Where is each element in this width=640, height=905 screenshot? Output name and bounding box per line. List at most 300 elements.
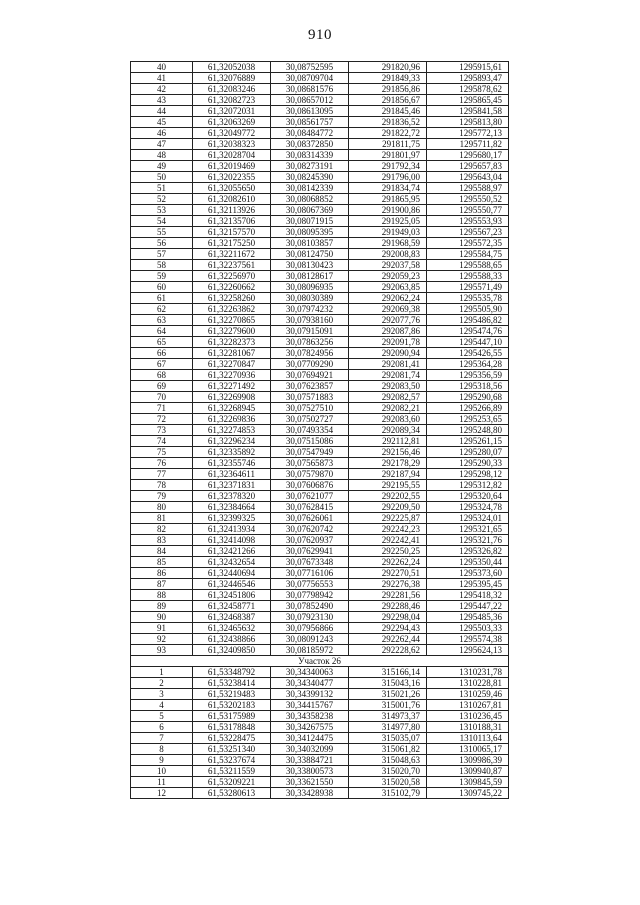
table-row bbox=[131, 139, 509, 150]
y-coordinate-cell: 1309845,59 bbox=[427, 777, 509, 788]
point-number-cell: 8 bbox=[131, 744, 193, 755]
table-row bbox=[131, 645, 509, 656]
longitude-cell: 30,07565873 bbox=[271, 458, 349, 469]
latitude-cell: 61,32440694 bbox=[193, 568, 271, 579]
y-coordinate-cell: 1295324,01 bbox=[427, 513, 509, 524]
table-row bbox=[131, 403, 509, 414]
latitude-cell: 61,32076889 bbox=[193, 73, 271, 84]
table-row bbox=[131, 315, 509, 326]
point-number-cell: 6 bbox=[131, 722, 193, 733]
latitude-cell: 61,32263862 bbox=[193, 304, 271, 315]
table-row bbox=[131, 689, 509, 700]
longitude-cell: 30,07824956 bbox=[271, 348, 349, 359]
longitude-cell: 30,07502727 bbox=[271, 414, 349, 425]
longitude-cell: 30,34340063 bbox=[271, 667, 349, 678]
longitude-cell: 30,07938160 bbox=[271, 315, 349, 326]
latitude-cell: 61,32269908 bbox=[193, 392, 271, 403]
table-row bbox=[131, 194, 509, 205]
x-coordinate-cell: 292187,94 bbox=[349, 469, 427, 480]
point-number-cell: 52 bbox=[131, 194, 193, 205]
table-row bbox=[131, 711, 509, 722]
latitude-cell: 61,32421266 bbox=[193, 546, 271, 557]
y-coordinate-cell: 1310113,64 bbox=[427, 733, 509, 744]
longitude-cell: 30,34415767 bbox=[271, 700, 349, 711]
point-number-cell: 57 bbox=[131, 249, 193, 260]
latitude-cell: 61,32269836 bbox=[193, 414, 271, 425]
table-row bbox=[131, 744, 509, 755]
latitude-cell: 61,32274853 bbox=[193, 425, 271, 436]
latitude-cell: 61,32355746 bbox=[193, 458, 271, 469]
table-row bbox=[131, 161, 509, 172]
y-coordinate-cell: 1295320,64 bbox=[427, 491, 509, 502]
point-number-cell: 89 bbox=[131, 601, 193, 612]
point-number-cell: 87 bbox=[131, 579, 193, 590]
x-coordinate-cell: 315043,16 bbox=[349, 678, 427, 689]
latitude-cell: 61,32432654 bbox=[193, 557, 271, 568]
longitude-cell: 30,34124475 bbox=[271, 733, 349, 744]
y-coordinate-cell: 1295841,58 bbox=[427, 106, 509, 117]
x-coordinate-cell: 291856,67 bbox=[349, 95, 427, 106]
latitude-cell: 61,32335892 bbox=[193, 447, 271, 458]
y-coordinate-cell: 1295248,80 bbox=[427, 425, 509, 436]
table-row bbox=[131, 293, 509, 304]
point-number-cell: 64 bbox=[131, 326, 193, 337]
longitude-cell: 30,08613095 bbox=[271, 106, 349, 117]
point-number-cell: 68 bbox=[131, 370, 193, 381]
table-row bbox=[131, 183, 509, 194]
x-coordinate-cell: 292270,51 bbox=[349, 568, 427, 579]
longitude-cell: 30,33800573 bbox=[271, 766, 349, 777]
point-number-cell: 45 bbox=[131, 117, 193, 128]
latitude-cell: 61,32271492 bbox=[193, 381, 271, 392]
table-row bbox=[131, 326, 509, 337]
x-coordinate-cell: 315035,07 bbox=[349, 733, 427, 744]
latitude-cell: 61,53238414 bbox=[193, 678, 271, 689]
point-number-cell: 63 bbox=[131, 315, 193, 326]
latitude-cell: 61,32465632 bbox=[193, 623, 271, 634]
y-coordinate-cell: 1295298,12 bbox=[427, 469, 509, 480]
point-number-cell: 56 bbox=[131, 238, 193, 249]
latitude-cell: 61,32237561 bbox=[193, 260, 271, 271]
x-coordinate-cell: 292091,78 bbox=[349, 337, 427, 348]
longitude-cell: 30,08067369 bbox=[271, 205, 349, 216]
latitude-cell: 61,32055650 bbox=[193, 183, 271, 194]
x-coordinate-cell: 291834,74 bbox=[349, 183, 427, 194]
table-row bbox=[131, 106, 509, 117]
point-number-cell: 65 bbox=[131, 337, 193, 348]
table-row bbox=[131, 634, 509, 645]
section-row bbox=[131, 656, 509, 667]
latitude-cell: 61,53251340 bbox=[193, 744, 271, 755]
point-number-cell: 10 bbox=[131, 766, 193, 777]
longitude-cell: 30,07515086 bbox=[271, 436, 349, 447]
y-coordinate-cell: 1295893,47 bbox=[427, 73, 509, 84]
point-number-cell: 4 bbox=[131, 700, 193, 711]
table-row bbox=[131, 469, 509, 480]
x-coordinate-cell: 291822,72 bbox=[349, 128, 427, 139]
y-coordinate-cell: 1310228,81 bbox=[427, 678, 509, 689]
x-coordinate-cell: 292112,81 bbox=[349, 436, 427, 447]
y-coordinate-cell: 1295364,28 bbox=[427, 359, 509, 370]
y-coordinate-cell: 1295290,33 bbox=[427, 458, 509, 469]
point-number-cell: 93 bbox=[131, 645, 193, 656]
table-row bbox=[131, 535, 509, 546]
latitude-cell: 61,32296234 bbox=[193, 436, 271, 447]
latitude-cell: 61,32399325 bbox=[193, 513, 271, 524]
x-coordinate-cell: 292209,50 bbox=[349, 502, 427, 513]
x-coordinate-cell: 291865,95 bbox=[349, 194, 427, 205]
longitude-cell: 30,08657012 bbox=[271, 95, 349, 106]
latitude-cell: 61,32458771 bbox=[193, 601, 271, 612]
table-row bbox=[131, 337, 509, 348]
coordinates-table-body-a bbox=[131, 62, 509, 656]
longitude-cell: 30,07547949 bbox=[271, 447, 349, 458]
point-number-cell: 70 bbox=[131, 392, 193, 403]
latitude-cell: 61,53348792 bbox=[193, 667, 271, 678]
table-row bbox=[131, 205, 509, 216]
table-row bbox=[131, 480, 509, 491]
point-number-cell: 5 bbox=[131, 711, 193, 722]
latitude-cell: 61,32279600 bbox=[193, 326, 271, 337]
latitude-cell: 61,32028704 bbox=[193, 150, 271, 161]
longitude-cell: 30,08071915 bbox=[271, 216, 349, 227]
table-row bbox=[131, 260, 509, 271]
longitude-cell: 30,08709704 bbox=[271, 73, 349, 84]
longitude-cell: 30,07673348 bbox=[271, 557, 349, 568]
point-number-cell: 50 bbox=[131, 172, 193, 183]
table-row bbox=[131, 62, 509, 73]
x-coordinate-cell: 292242,23 bbox=[349, 524, 427, 535]
point-number-cell: 51 bbox=[131, 183, 193, 194]
y-coordinate-cell: 1295318,56 bbox=[427, 381, 509, 392]
table-row bbox=[131, 733, 509, 744]
point-number-cell: 3 bbox=[131, 689, 193, 700]
table-row bbox=[131, 95, 509, 106]
y-coordinate-cell: 1295550,77 bbox=[427, 205, 509, 216]
point-number-cell: 41 bbox=[131, 73, 193, 84]
point-number-cell: 62 bbox=[131, 304, 193, 315]
x-coordinate-cell: 314973,37 bbox=[349, 711, 427, 722]
latitude-cell: 61,32049772 bbox=[193, 128, 271, 139]
point-number-cell: 43 bbox=[131, 95, 193, 106]
latitude-cell: 61,32256970 bbox=[193, 271, 271, 282]
longitude-cell: 30,08091243 bbox=[271, 634, 349, 645]
point-number-cell: 42 bbox=[131, 84, 193, 95]
y-coordinate-cell: 1295588,65 bbox=[427, 260, 509, 271]
latitude-cell: 61,32270865 bbox=[193, 315, 271, 326]
x-coordinate-cell: 291792,34 bbox=[349, 161, 427, 172]
longitude-cell: 30,07863256 bbox=[271, 337, 349, 348]
x-coordinate-cell: 292087,86 bbox=[349, 326, 427, 337]
latitude-cell: 61,32371831 bbox=[193, 480, 271, 491]
y-coordinate-cell: 1310188,31 bbox=[427, 722, 509, 733]
latitude-cell: 61,32063269 bbox=[193, 117, 271, 128]
longitude-cell: 30,07621077 bbox=[271, 491, 349, 502]
latitude-cell: 61,32451806 bbox=[193, 590, 271, 601]
latitude-cell: 61,32260662 bbox=[193, 282, 271, 293]
y-coordinate-cell: 1295356,59 bbox=[427, 370, 509, 381]
latitude-cell: 61,32268945 bbox=[193, 403, 271, 414]
longitude-cell: 30,08372850 bbox=[271, 139, 349, 150]
longitude-cell: 30,07956866 bbox=[271, 623, 349, 634]
latitude-cell: 61,32413934 bbox=[193, 524, 271, 535]
x-coordinate-cell: 292242,41 bbox=[349, 535, 427, 546]
x-coordinate-cell: 291849,33 bbox=[349, 73, 427, 84]
point-number-cell: 1 bbox=[131, 667, 193, 678]
x-coordinate-cell: 292298,04 bbox=[349, 612, 427, 623]
table-row bbox=[131, 381, 509, 392]
table-row bbox=[131, 348, 509, 359]
y-coordinate-cell: 1295290,68 bbox=[427, 392, 509, 403]
y-coordinate-cell: 1295312,82 bbox=[427, 480, 509, 491]
longitude-cell: 30,08124750 bbox=[271, 249, 349, 260]
y-coordinate-cell: 1295447,10 bbox=[427, 337, 509, 348]
y-coordinate-cell: 1309940,87 bbox=[427, 766, 509, 777]
table-row bbox=[131, 227, 509, 238]
section-label: Участок 26 bbox=[131, 656, 509, 667]
latitude-cell: 61,53219483 bbox=[193, 689, 271, 700]
longitude-cell: 30,07716106 bbox=[271, 568, 349, 579]
y-coordinate-cell: 1295261,15 bbox=[427, 436, 509, 447]
table-row bbox=[131, 425, 509, 436]
longitude-cell: 30,07709290 bbox=[271, 359, 349, 370]
longitude-cell: 30,08245390 bbox=[271, 172, 349, 183]
x-coordinate-cell: 291845,46 bbox=[349, 106, 427, 117]
x-coordinate-cell: 292082,57 bbox=[349, 392, 427, 403]
x-coordinate-cell: 292281,56 bbox=[349, 590, 427, 601]
latitude-cell: 61,32082610 bbox=[193, 194, 271, 205]
y-coordinate-cell: 1295574,38 bbox=[427, 634, 509, 645]
latitude-cell: 61,32409850 bbox=[193, 645, 271, 656]
point-number-cell: 7 bbox=[131, 733, 193, 744]
latitude-cell: 61,53202183 bbox=[193, 700, 271, 711]
table-row bbox=[131, 722, 509, 733]
x-coordinate-cell: 292081,74 bbox=[349, 370, 427, 381]
y-coordinate-cell: 1295588,97 bbox=[427, 183, 509, 194]
x-coordinate-cell: 292089,34 bbox=[349, 425, 427, 436]
latitude-cell: 61,32378320 bbox=[193, 491, 271, 502]
y-coordinate-cell: 1295624,13 bbox=[427, 645, 509, 656]
x-coordinate-cell: 315021,26 bbox=[349, 689, 427, 700]
longitude-cell: 30,07620742 bbox=[271, 524, 349, 535]
latitude-cell: 61,32270936 bbox=[193, 370, 271, 381]
longitude-cell: 30,34358238 bbox=[271, 711, 349, 722]
longitude-cell: 30,08103857 bbox=[271, 238, 349, 249]
longitude-cell: 30,34399132 bbox=[271, 689, 349, 700]
x-coordinate-cell: 315061,82 bbox=[349, 744, 427, 755]
longitude-cell: 30,07493354 bbox=[271, 425, 349, 436]
longitude-cell: 30,07629941 bbox=[271, 546, 349, 557]
y-coordinate-cell: 1295571,49 bbox=[427, 282, 509, 293]
x-coordinate-cell: 292262,44 bbox=[349, 634, 427, 645]
longitude-cell: 30,07923130 bbox=[271, 612, 349, 623]
latitude-cell: 61,32022355 bbox=[193, 172, 271, 183]
longitude-cell: 30,34267575 bbox=[271, 722, 349, 733]
longitude-cell: 30,33884721 bbox=[271, 755, 349, 766]
x-coordinate-cell: 292262,24 bbox=[349, 557, 427, 568]
table-row bbox=[131, 271, 509, 282]
table-row bbox=[131, 766, 509, 777]
x-coordinate-cell: 292082,21 bbox=[349, 403, 427, 414]
point-number-cell: 79 bbox=[131, 491, 193, 502]
y-coordinate-cell: 1309745,22 bbox=[427, 788, 509, 799]
latitude-cell: 61,32157570 bbox=[193, 227, 271, 238]
table-row bbox=[131, 359, 509, 370]
x-coordinate-cell: 291836,52 bbox=[349, 117, 427, 128]
x-coordinate-cell: 291856,86 bbox=[349, 84, 427, 95]
page-number: 910 bbox=[308, 27, 332, 43]
y-coordinate-cell: 1295321,76 bbox=[427, 535, 509, 546]
table-row bbox=[131, 568, 509, 579]
x-coordinate-cell: 292069,38 bbox=[349, 304, 427, 315]
latitude-cell: 61,53175989 bbox=[193, 711, 271, 722]
y-coordinate-cell: 1310267,81 bbox=[427, 700, 509, 711]
longitude-cell: 30,34340477 bbox=[271, 678, 349, 689]
longitude-cell: 30,07579870 bbox=[271, 469, 349, 480]
y-coordinate-cell: 1295915,61 bbox=[427, 62, 509, 73]
point-number-cell: 48 bbox=[131, 150, 193, 161]
table-row bbox=[131, 238, 509, 249]
latitude-cell: 61,32211672 bbox=[193, 249, 271, 260]
coordinates-table bbox=[130, 61, 509, 799]
table-row bbox=[131, 546, 509, 557]
section-header bbox=[131, 656, 509, 667]
longitude-cell: 30,07974232 bbox=[271, 304, 349, 315]
point-number-cell: 53 bbox=[131, 205, 193, 216]
table-row bbox=[131, 128, 509, 139]
point-number-cell: 66 bbox=[131, 348, 193, 359]
table-row bbox=[131, 458, 509, 469]
longitude-cell: 30,08314339 bbox=[271, 150, 349, 161]
point-number-cell: 90 bbox=[131, 612, 193, 623]
table-row bbox=[131, 436, 509, 447]
x-coordinate-cell: 315020,70 bbox=[349, 766, 427, 777]
latitude-cell: 61,32438866 bbox=[193, 634, 271, 645]
x-coordinate-cell: 292077,76 bbox=[349, 315, 427, 326]
latitude-cell: 61,32384664 bbox=[193, 502, 271, 513]
x-coordinate-cell: 292090,94 bbox=[349, 348, 427, 359]
table-row bbox=[131, 216, 509, 227]
latitude-cell: 61,32281067 bbox=[193, 348, 271, 359]
y-coordinate-cell: 1295373,60 bbox=[427, 568, 509, 579]
point-number-cell: 83 bbox=[131, 535, 193, 546]
latitude-cell: 61,32019469 bbox=[193, 161, 271, 172]
x-coordinate-cell: 292276,38 bbox=[349, 579, 427, 590]
x-coordinate-cell: 292083,50 bbox=[349, 381, 427, 392]
point-number-cell: 73 bbox=[131, 425, 193, 436]
point-number-cell: 44 bbox=[131, 106, 193, 117]
y-coordinate-cell: 1295418,32 bbox=[427, 590, 509, 601]
longitude-cell: 30,07694921 bbox=[271, 370, 349, 381]
y-coordinate-cell: 1310231,78 bbox=[427, 667, 509, 678]
table-row bbox=[131, 150, 509, 161]
y-coordinate-cell: 1295535,78 bbox=[427, 293, 509, 304]
y-coordinate-cell: 1295321,65 bbox=[427, 524, 509, 535]
longitude-cell: 30,08030389 bbox=[271, 293, 349, 304]
latitude-cell: 61,32414098 bbox=[193, 535, 271, 546]
latitude-cell: 61,32083246 bbox=[193, 84, 271, 95]
y-coordinate-cell: 1295503,33 bbox=[427, 623, 509, 634]
latitude-cell: 61,32082723 bbox=[193, 95, 271, 106]
longitude-cell: 30,08752595 bbox=[271, 62, 349, 73]
longitude-cell: 30,07915091 bbox=[271, 326, 349, 337]
table-row bbox=[131, 84, 509, 95]
longitude-cell: 30,08096935 bbox=[271, 282, 349, 293]
y-coordinate-cell: 1295657,83 bbox=[427, 161, 509, 172]
latitude-cell: 61,32282373 bbox=[193, 337, 271, 348]
longitude-cell: 30,08484772 bbox=[271, 128, 349, 139]
latitude-cell: 61,53211559 bbox=[193, 766, 271, 777]
point-number-cell: 54 bbox=[131, 216, 193, 227]
point-number-cell: 71 bbox=[131, 403, 193, 414]
latitude-cell: 61,32468387 bbox=[193, 612, 271, 623]
y-coordinate-cell: 1295550,52 bbox=[427, 194, 509, 205]
point-number-cell: 58 bbox=[131, 260, 193, 271]
point-number-cell: 2 bbox=[131, 678, 193, 689]
y-coordinate-cell: 1295813,80 bbox=[427, 117, 509, 128]
table-row bbox=[131, 601, 509, 612]
y-coordinate-cell: 1295865,45 bbox=[427, 95, 509, 106]
x-coordinate-cell: 292202,55 bbox=[349, 491, 427, 502]
latitude-cell: 61,32052038 bbox=[193, 62, 271, 73]
x-coordinate-cell: 291811,75 bbox=[349, 139, 427, 150]
table-row bbox=[131, 73, 509, 84]
longitude-cell: 30,07798942 bbox=[271, 590, 349, 601]
point-number-cell: 88 bbox=[131, 590, 193, 601]
point-number-cell: 81 bbox=[131, 513, 193, 524]
longitude-cell: 30,08273191 bbox=[271, 161, 349, 172]
y-coordinate-cell: 1295505,90 bbox=[427, 304, 509, 315]
y-coordinate-cell: 1295572,35 bbox=[427, 238, 509, 249]
point-number-cell: 49 bbox=[131, 161, 193, 172]
point-number-cell: 59 bbox=[131, 271, 193, 282]
y-coordinate-cell: 1295643,04 bbox=[427, 172, 509, 183]
point-number-cell: 12 bbox=[131, 788, 193, 799]
latitude-cell: 61,32175250 bbox=[193, 238, 271, 249]
point-number-cell: 84 bbox=[131, 546, 193, 557]
table-row bbox=[131, 612, 509, 623]
x-coordinate-cell: 292083,60 bbox=[349, 414, 427, 425]
longitude-cell: 30,08128617 bbox=[271, 271, 349, 282]
table-row bbox=[131, 447, 509, 458]
point-number-cell: 72 bbox=[131, 414, 193, 425]
table-row bbox=[131, 414, 509, 425]
latitude-cell: 61,32446546 bbox=[193, 579, 271, 590]
y-coordinate-cell: 1295680,17 bbox=[427, 150, 509, 161]
y-coordinate-cell: 1295447,22 bbox=[427, 601, 509, 612]
x-coordinate-cell: 292178,29 bbox=[349, 458, 427, 469]
longitude-cell: 30,33428938 bbox=[271, 788, 349, 799]
point-number-cell: 47 bbox=[131, 139, 193, 150]
y-coordinate-cell: 1295486,82 bbox=[427, 315, 509, 326]
y-coordinate-cell: 1309986,39 bbox=[427, 755, 509, 766]
latitude-cell: 61,53209221 bbox=[193, 777, 271, 788]
latitude-cell: 61,32258260 bbox=[193, 293, 271, 304]
y-coordinate-cell: 1295324,78 bbox=[427, 502, 509, 513]
longitude-cell: 30,08185972 bbox=[271, 645, 349, 656]
table-row bbox=[131, 788, 509, 799]
point-number-cell: 91 bbox=[131, 623, 193, 634]
x-coordinate-cell: 292008,83 bbox=[349, 249, 427, 260]
y-coordinate-cell: 1295567,23 bbox=[427, 227, 509, 238]
longitude-cell: 30,07571883 bbox=[271, 392, 349, 403]
x-coordinate-cell: 291801,97 bbox=[349, 150, 427, 161]
point-number-cell: 61 bbox=[131, 293, 193, 304]
x-coordinate-cell: 291949,03 bbox=[349, 227, 427, 238]
point-number-cell: 80 bbox=[131, 502, 193, 513]
x-coordinate-cell: 292156,46 bbox=[349, 447, 427, 458]
point-number-cell: 85 bbox=[131, 557, 193, 568]
